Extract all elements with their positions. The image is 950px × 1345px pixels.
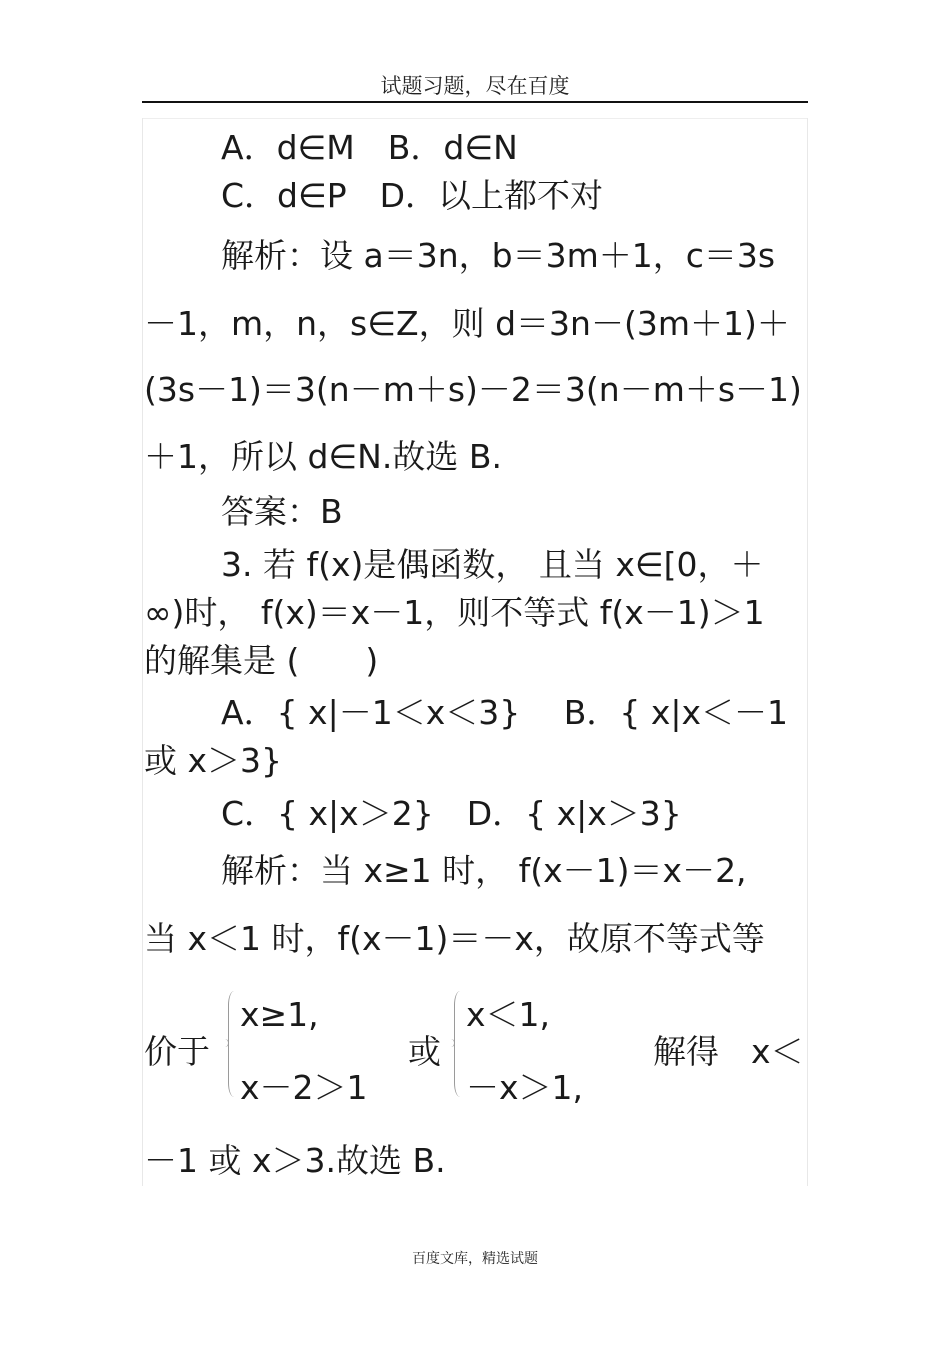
system-suffix-solve: 解得 (653, 1032, 719, 1071)
question-3-option-cd: C．{ x|x＞2} D．{ x|x＞3} (221, 794, 682, 833)
system-prefix: 价于 (144, 1032, 210, 1071)
question-3-line-1: 3. 若 f(x)是偶函数， 且当 x∈[0，＋ (221, 545, 764, 584)
answer-line: 答案：B (221, 492, 343, 531)
system-1-row-2: x－2＞1 (240, 1068, 368, 1107)
question-3-line-3: 的解集是 ( ) (144, 641, 379, 680)
header-rule (142, 101, 808, 103)
system-2-row-2: －x＞1, (466, 1068, 584, 1107)
content-frame-right (807, 118, 808, 1186)
solution-3-line-2: 当 x＜1 时，f(x－1)＝－x，故原不等式等 (144, 919, 765, 958)
option-line-ab: A．d∈M B．d∈N (221, 128, 518, 167)
solution-3-conclusion: －1 或 x＞3.故选 B. (144, 1141, 446, 1180)
solution-line-3: (3s－1)＝3(n－m＋s)－2＝3(n－m＋s－1) (144, 370, 802, 409)
solution-line-1: 解析：设 a＝3n，b＝3m＋1，c＝3s (221, 236, 776, 275)
question-3-option-ab: A．{ x|－1＜x＜3} B．{ x|x＜－1 (221, 693, 789, 732)
solution-3-line-1: 解析：当 x≥1 时， f(x－1)＝x－2, (221, 851, 747, 890)
system-1-row-1: x≥1, (240, 995, 319, 1034)
system-suffix-x: x＜ (751, 1032, 804, 1071)
left-brace-2 (454, 991, 462, 1097)
system-connector: 或 (408, 1032, 441, 1071)
system-2-row-1: x＜1, (466, 995, 551, 1034)
content-frame-left (142, 118, 143, 1186)
option-line-cd: C．d∈P D．以上都不对 (221, 176, 604, 215)
page-footer: 百度文库，精选试题 (412, 1251, 538, 1267)
page-header: 试题习题，尽在百度 (380, 74, 570, 98)
question-3-option-b-cont: 或 x＞3} (144, 741, 283, 780)
question-3-line-2: ∞)时， f(x)＝x－1，则不等式 f(x－1)＞1 (144, 593, 765, 632)
solution-line-4: ＋1，所以 d∈N.故选 B. (144, 437, 502, 476)
left-brace-1 (228, 991, 236, 1097)
solution-line-2: －1，m，n，s∈Z，则 d＝3n－(3m＋1)＋ (144, 304, 790, 343)
content-frame-top (142, 118, 808, 119)
